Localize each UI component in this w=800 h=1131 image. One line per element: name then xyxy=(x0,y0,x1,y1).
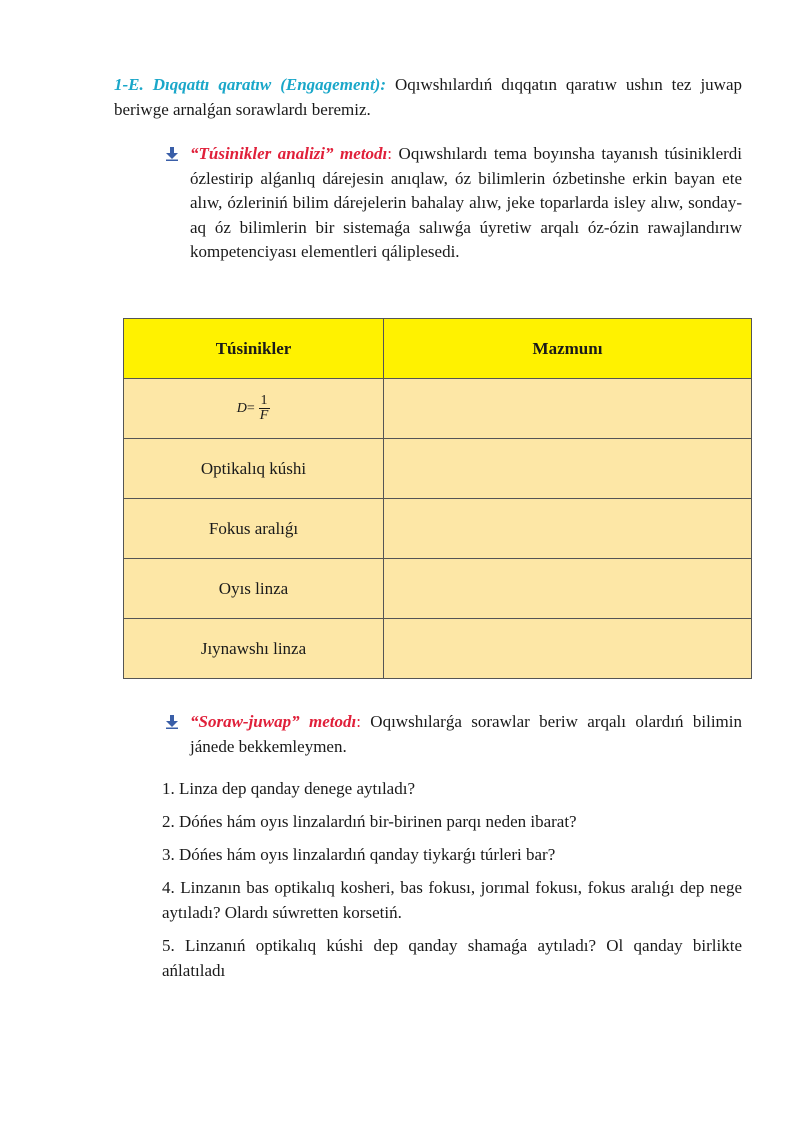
content-cell xyxy=(384,379,752,439)
formula-denominator: F xyxy=(259,408,269,423)
concept-cell: Fokus aralıǵı xyxy=(124,499,384,559)
soraw-juwap-method-block xyxy=(190,710,742,759)
content-cell xyxy=(384,619,752,679)
question-item: 3. Dóńes hám oyıs linzalardıń qanday tiykarǵı túrleri bar? xyxy=(162,845,556,864)
content-cell xyxy=(384,499,752,559)
intro-paragraph xyxy=(114,72,742,122)
table-row xyxy=(124,559,752,619)
formula-cell xyxy=(124,379,384,439)
question-item: 1. Linza dep qanday denege aytıladı? xyxy=(162,779,415,798)
question-item: 5. Linzanıń optikalıq kúshi dep qanday shamaǵa aytıladı? Ol qanday birlikte ańlatıladı xyxy=(162,936,742,980)
tusinikler-method-title: “Túsinikler analizi” metodı xyxy=(190,144,388,163)
tusinikler-method-text: Oqıwshılardı tema boyınsha tayanısh túsiniklerdi ózlestirip alǵanlıq dárejesin anıqlaw, óz bilimlerin ózbetinshe erkin bayan ete alıw, ózleriniń bilim dárejelerin bahalay alıw, jeke toparlarda isley alıw, sonday-aq óz bilimlerin bir sistemaǵa salıwǵa úyretiw arqalı óz-ózin rawajlandırıw kompetenciyası elementleri qáliplesedi. xyxy=(190,144,742,261)
arrow-down-bullet-icon xyxy=(166,147,178,161)
question-item: 4. Linzanın bas optikalıq kosheri, bas fokusı, jorımal fokusı, fokus aralıǵı dep nege aytıladı? Olardı súwretten korsetiń. xyxy=(162,878,742,922)
table-row xyxy=(124,439,752,499)
soraw-juwap-method-colon: : xyxy=(356,712,361,731)
header-mazmuni: Mazmunı xyxy=(384,319,752,379)
tusinikler-method-block xyxy=(190,142,742,265)
concepts-table xyxy=(123,318,752,679)
formula-lhs: D xyxy=(236,400,247,416)
soraw-juwap-method-title: “Soraw-juwap” metodı xyxy=(190,712,357,731)
table-header-row xyxy=(124,319,752,379)
content-cell xyxy=(384,439,752,499)
concept-cell: Optikalıq kúshi xyxy=(124,439,384,499)
formula-fraction xyxy=(258,394,271,423)
tusinikler-method-colon: : xyxy=(387,144,393,163)
optical-power-formula xyxy=(237,394,271,423)
table-row xyxy=(124,619,752,679)
header-tusinikler: Túsinikler xyxy=(124,319,384,379)
arrow-down-bullet-icon xyxy=(166,715,178,729)
formula-equals: = xyxy=(246,400,255,416)
formula-numerator: 1 xyxy=(260,393,268,408)
intro-text: Oqıwshılardıń dıqqatın qaratıw ushın tez juwap beriwge arnalǵan sorawlardı beremiz. xyxy=(114,75,742,119)
content-cell xyxy=(384,559,752,619)
concept-cell: Oyıs linza xyxy=(124,559,384,619)
engagement-heading: 1-E. Dıqqattı qaratıw (Engagement): xyxy=(114,75,387,94)
concept-cell: Jıynawshı linza xyxy=(124,619,384,679)
table-row xyxy=(124,499,752,559)
table-row xyxy=(124,379,752,439)
soraw-juwap-method-text: Oqıwshılarǵa sorawlar beriw arqalı olardıń bilimin jánede bekkemleymen. xyxy=(190,712,742,756)
question-list xyxy=(162,776,742,991)
question-item: 2. Dóńes hám oyıs linzalardıń bir-birinen parqı neden ibarat? xyxy=(162,812,577,831)
